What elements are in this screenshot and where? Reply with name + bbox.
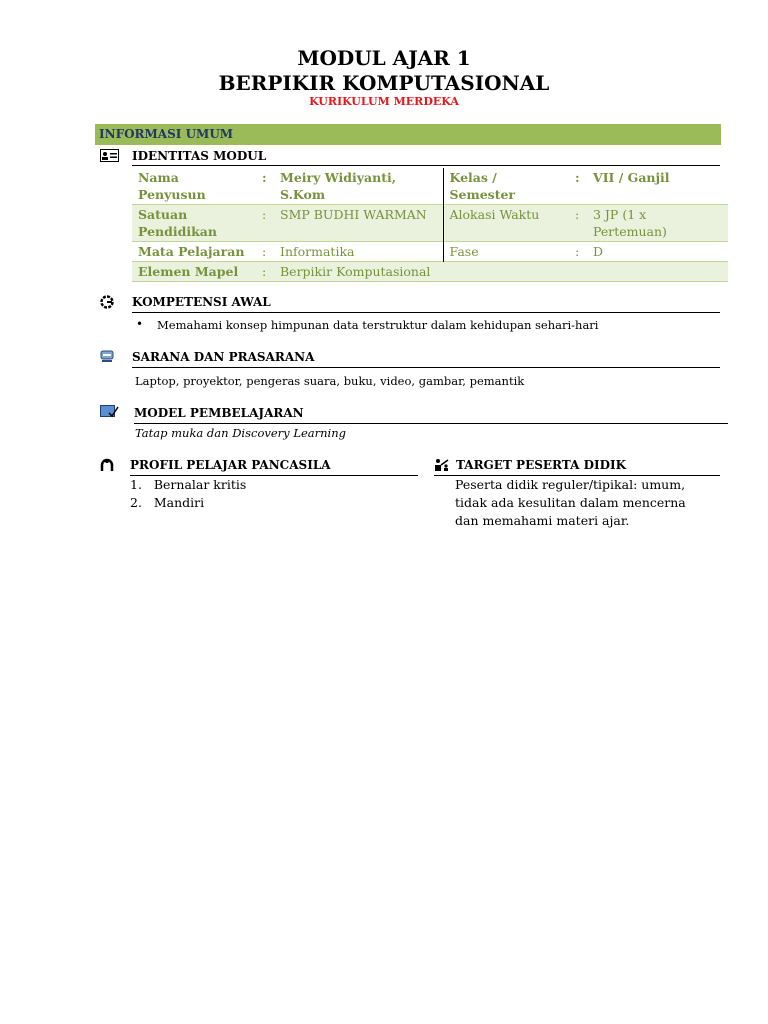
identitas-rule [132, 165, 720, 166]
model-text: Tatap muka dan Discovery Learning [135, 426, 346, 440]
value-kelas-semester: VII / Ganjil [593, 170, 670, 185]
kompetensi-item: Memahami konsep himpunan data terstruktur dalam kehidupan sehari-hari [157, 318, 599, 332]
kompetensi-rule [132, 312, 720, 313]
sarana-heading: SARANA DAN PRASARANA [132, 350, 315, 364]
target-text [455, 476, 686, 530]
value-nama-penyusun: Meiry Widiyanti, S.Kom [274, 168, 443, 205]
table-row [132, 242, 728, 262]
list-item: 2. Mandiri [130, 495, 205, 510]
gear-icon [100, 295, 114, 312]
target-line: Peserta didik reguler/tipikal: umum, [455, 477, 686, 492]
colon: : [262, 170, 267, 185]
curriculum-label: KURIKULUM MERDEKA [309, 95, 459, 108]
model-rule [134, 423, 728, 424]
label-elemen-mapel: Elemen Mapel [138, 264, 239, 279]
value-mata-pelajaran: Informatika [274, 242, 443, 262]
target-line: dan memahami materi ajar. [455, 513, 630, 528]
module-subtitle: BERPIKIR KOMPUTASIONAL [218, 71, 550, 95]
label-fase: Fase [449, 244, 479, 259]
profil-heading: PROFIL PELAJAR PANCASILA [130, 458, 331, 472]
teacher-icon [434, 458, 450, 475]
people-icon [100, 458, 114, 474]
target-line: tidak ada kesulitan dalam mencerna [455, 495, 686, 510]
value-satuan-pendidikan: SMP BUDHI WARMAN [274, 205, 443, 242]
value-alokasi-waktu: 3 JP (1 x Pertemuan) [593, 207, 667, 239]
colon: : [575, 207, 580, 222]
whiteboard-icon [100, 405, 119, 421]
model-heading: MODEL PEMBELAJARAN [134, 406, 304, 420]
label-alokasi-waktu: Alokasi Waktu [449, 207, 540, 222]
bullet: • [136, 317, 144, 331]
profil-list [130, 476, 246, 512]
colon: : [262, 264, 267, 279]
label-nama-penyusun: Nama Penyusun [138, 170, 206, 202]
target-heading: TARGET PESERTA DIDIK [456, 458, 627, 472]
table-row [132, 168, 728, 205]
module-title: MODUL AJAR 1 [297, 46, 471, 70]
info-bar: INFORMASI UMUM [95, 124, 721, 145]
label-satuan-pendidikan: Satuan Pendidikan [138, 207, 217, 239]
sarana-rule [132, 367, 720, 368]
label-kelas-semester: Kelas / Semester [449, 170, 516, 202]
value-fase: D [593, 244, 604, 259]
colon: : [575, 170, 580, 185]
colon: : [262, 207, 267, 222]
colon: : [262, 244, 267, 259]
list-item: 1. Bernalar kritis [130, 477, 247, 492]
table-row [132, 205, 728, 242]
identitas-heading: IDENTITAS MODUL [132, 149, 267, 163]
identitas-table [132, 168, 728, 282]
label-mata-pelajaran: Mata Pelajaran [138, 244, 245, 259]
id-card-icon [100, 149, 119, 165]
sarana-text: Laptop, proyektor, pengeras suara, buku, video, gambar, pemantik [135, 374, 525, 388]
projector-icon [100, 350, 114, 366]
value-elemen-mapel: Berpikir Komputasional [280, 264, 431, 279]
table-row [132, 262, 728, 282]
colon: : [575, 244, 580, 259]
kompetensi-heading: KOMPETENSI AWAL [132, 295, 271, 309]
